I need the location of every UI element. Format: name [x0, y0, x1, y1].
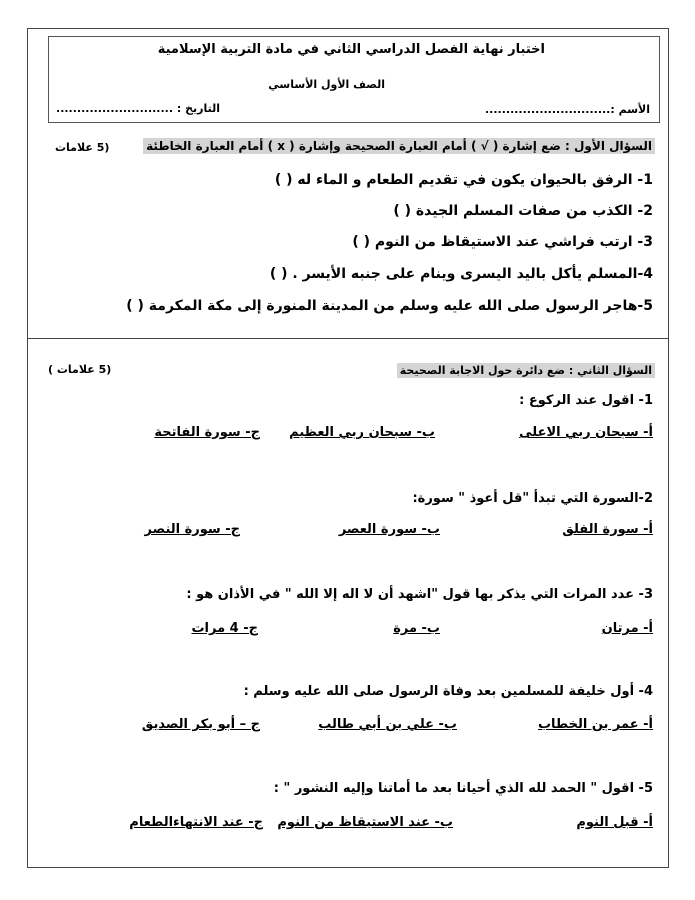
q2-1-option-c: ج- سورة الفاتحة: [154, 425, 260, 440]
q2-1-option-b: ب- سبحان ربي العظيم: [289, 425, 435, 440]
q1-item-2: 2- الكذب من صفات المسلم الجيدة ( ): [393, 203, 653, 219]
q2-2-option-a: أ- سورة الفلق: [562, 522, 653, 537]
q2-question-3: 3- عدد المرات التي يذكر بها قول "اشهد أن لا اله إلا الله " في الأذان هو :: [186, 587, 653, 602]
q2-3-option-c: ج- 4 مرات: [191, 621, 258, 636]
q2-question-2: 2-السورة التي تبدأ "قل أعوذ " سورة:: [412, 491, 653, 506]
q2-4-option-b: ب- علي بن أبي طالب: [318, 717, 457, 732]
q2-5-option-c: ج- عند الانتهاءالطعام: [129, 815, 263, 830]
q2-question-5: 5- اقول " الحمد لله الذي أحيانا بعد ما أماتنا وإليه النشور " :: [273, 781, 653, 796]
q2-question-1: 1- اقول عند الركوع :: [519, 393, 653, 408]
name-field-label: الأسم :..............................: [485, 103, 650, 116]
q2-4-option-a: أ- عمر بن الخطاب: [537, 717, 653, 732]
question-1-marks: (5 علامات: [55, 141, 110, 154]
q2-2-option-c: ج- سورة النصر: [144, 522, 240, 537]
q1-item-4: 4-المسلم يأكل باليد اليسرى وينام على جنبه الأيسر . ( ): [269, 266, 653, 282]
q2-5-option-b: ب- عند الاستيقاظ من النوم: [277, 815, 453, 830]
exam-title: اختبار نهاية الفصل الدراسي الثاني في مادة التربية الإسلامية: [157, 42, 545, 57]
section-divider: [28, 338, 668, 339]
q2-5-option-a: أ- قبل النوم: [576, 815, 653, 830]
q1-item-1: 1- الرفق بالحيوان يكون في تقديم الطعام و الماء له ( ): [274, 172, 653, 188]
question-2-heading: السؤال الثاني : ضع دائرة حول الاجابة الصحيحة: [397, 363, 655, 378]
q2-3-option-a: أ- مرتان: [601, 621, 653, 636]
date-field-label: التاريخ : ............................: [56, 102, 220, 115]
q2-4-option-c: ج – أبو بكر الصديق: [141, 717, 260, 732]
question-1-heading: السؤال الأول : ضع إشارة ( √ ) أمام العبارة الصحيحة وإشارة ( x ) أمام العبارة الخاطئة: [143, 138, 655, 154]
q2-question-4: 4- أول خليفة للمسلمين بعد وفاة الرسول صلى الله عليه وسلم :: [243, 684, 653, 699]
q2-1-option-a: أ- سبحان ربي الاعلى: [519, 425, 653, 440]
q2-3-option-b: ب- مرة: [393, 621, 440, 636]
q2-2-option-b: ب- سورة العصر: [338, 522, 440, 537]
grade-label: الصف الأول الأساسي: [268, 78, 385, 91]
exam-page: [27, 28, 669, 868]
question-2-marks: (5 علامات ): [48, 363, 112, 376]
q1-item-3: 3- ارتب فراشي عند الاستيقاظ من النوم ( ): [352, 234, 653, 250]
q1-item-5: 5-هاجر الرسول صلى الله عليه وسلم من المدينة المنورة إلى مكة المكرمة ( ): [126, 298, 653, 314]
